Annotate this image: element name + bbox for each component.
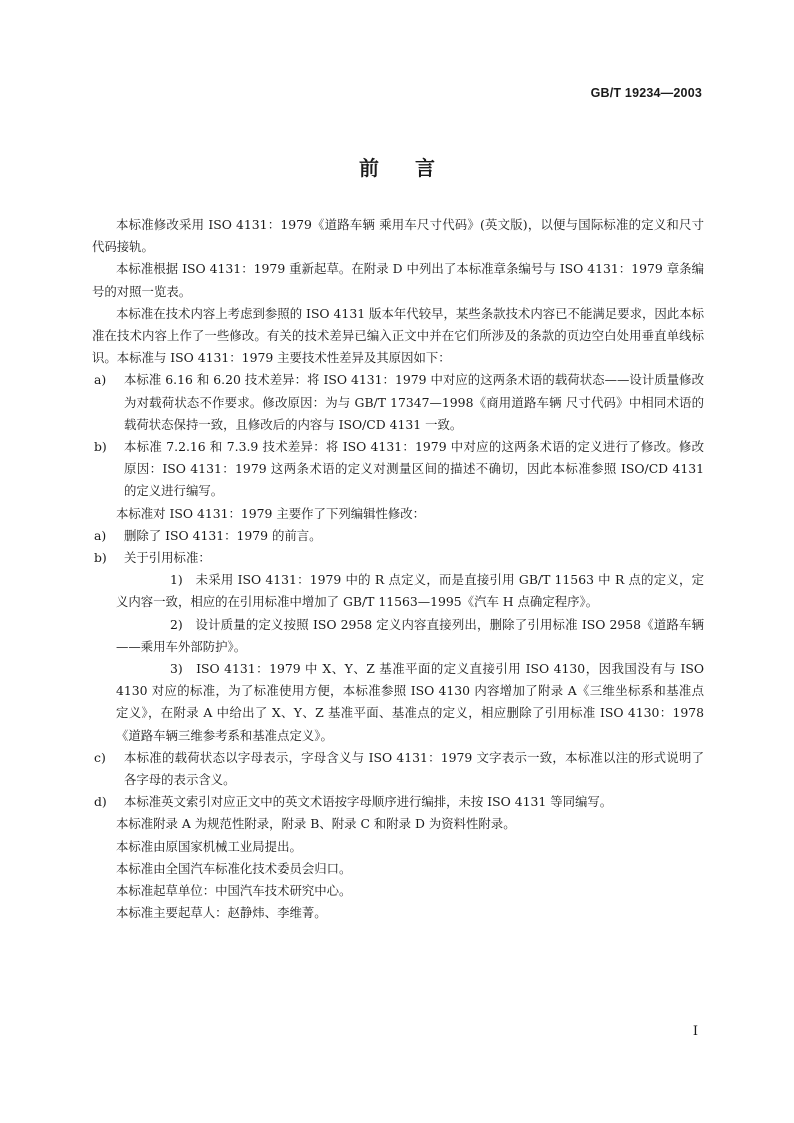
sub-item-3: 3) ISO 4131：1979 中 X、Y、Z 基准平面的定义直接引用 ISO 4130，因我国没有与 ISO 4130 对应的标准，为了标准使用方便，本标准参照 ISO 4130 内容增加了附录 A《三维坐标系和基准点 定义》，在附录 A 中给出了 X、Y、Z 基准平面、基准点的定义，相应删除了引用标准 ISO 4130：1978《道路车辆三维参考系和基准点定义》。 bbox=[116, 661, 704, 743]
sub-item-1: 1) 未采用 ISO 4131：1979 中的 R 点定义，而是直接引用 GB/T 11563 中 R 点的定义，定义内容一致，相应的在引用标准中增加了 GB/T 11563—1995《汽车 H 点确定程序》。 bbox=[116, 572, 704, 610]
paragraph-annexes: 本标准附录 A 为规范性附录，附录 B、附录 C 和附录 D 为资料性附录。 bbox=[116, 816, 516, 832]
list-item-tech-a bbox=[92, 369, 704, 436]
list-item-text: 本标准 6.16 和 6.20 技术差异：将 ISO 4131：1979 中对应的这两条术语的载荷状态——设计质量修改为对载荷状态不作要求。修改原因：为与 GB/T 17347—1998《商用道路车辆 尺寸代码》中相同术语的载荷状态保持一致，且修改后的内容与 ISO/CD 4131 一致。 bbox=[124, 372, 704, 432]
paragraph-technical-differences: 本标准在技术内容上考虑到参照的 ISO 4131 版本年代较早，某些条款技术内容已不能满足要求，因此本标准在技术内容上作了一些修改。有关的技术差异已编入正文中并在它们所涉及的条款的页边空白处用垂直单线标识。本标准与 ISO 4131：1979 主要技术性差异及其原因如下： bbox=[92, 305, 704, 366]
list-item-text: 关于引用标准： bbox=[124, 550, 211, 566]
list-item-ed-c bbox=[92, 747, 704, 791]
list-item-tech-b bbox=[92, 436, 704, 503]
sub-item-2: 2) 设计质量的定义按照 ISO 2958 定义内容直接列出，删除了引用标准 ISO 2958《道路车辆——乘用车外部防护》。 bbox=[116, 616, 704, 654]
foreword-body bbox=[92, 214, 704, 925]
list-item-text: 本标准的载荷状态以字母表示，字母含义与 ISO 4131：1979 文字表示一致，本标准以注的形式说明了各字母的表示含义。 bbox=[124, 749, 704, 788]
list-marker: c) bbox=[94, 749, 106, 765]
paragraph-proposer: 本标准由原国家机械工业局提出。 bbox=[116, 838, 302, 854]
standard-code: GB/T 19234—2003 bbox=[590, 86, 702, 100]
paragraph-drafters: 本标准主要起草人：赵静炜、李维菁。 bbox=[116, 905, 327, 921]
page-number: I bbox=[692, 1024, 698, 1039]
list-marker: b) bbox=[94, 439, 107, 455]
list-item-text: 删除了 ISO 4131：1979 的前言。 bbox=[124, 527, 322, 543]
list-item-text: 本标准英文索引对应正文中的英文术语按字母顺序进行编排，未按 ISO 4131 等同编写。 bbox=[124, 794, 613, 810]
list-item-text: 本标准 7.2.16 和 7.3.9 技术差异：将 ISO 4131：1979 中对应的这两条术语的定义进行了修改。修改原因：ISO 4131：1979 这两条术语的定义对测量区间的描述不确切，因此本标准参照 ISO/CD 4131 的定义进行编写。 bbox=[124, 439, 704, 499]
list-marker: b) bbox=[94, 550, 107, 566]
page-title: 前言 bbox=[359, 156, 471, 180]
list-marker: a) bbox=[94, 372, 107, 388]
paragraph-adoption: 本标准修改采用 ISO 4131：1979《道路车辆 乘用车尺寸代码》(英文版)，以便与国际标准的定义和尺寸代码接轨。 bbox=[92, 217, 704, 255]
paragraph-drafting-unit: 本标准起草单位：中国汽车技术研究中心。 bbox=[116, 883, 352, 899]
paragraph-editorial-changes: 本标准对 ISO 4131：1979 主要作了下列编辑性修改： bbox=[116, 505, 426, 521]
list-item-ed-d bbox=[92, 791, 704, 813]
list-marker: a) bbox=[94, 527, 107, 543]
paragraph-redraft: 本标准根据 ISO 4131：1979 重新起草。在附录 D 中列出了本标准章条编号与 ISO 4131：1979 章条编号的对照一览表。 bbox=[92, 261, 704, 299]
list-item-ed-b bbox=[92, 547, 704, 569]
list-marker: d) bbox=[94, 794, 107, 810]
list-item-ed-a bbox=[92, 525, 704, 547]
paragraph-committee: 本标准由全国汽车标准化技术委员会归口。 bbox=[116, 860, 352, 876]
